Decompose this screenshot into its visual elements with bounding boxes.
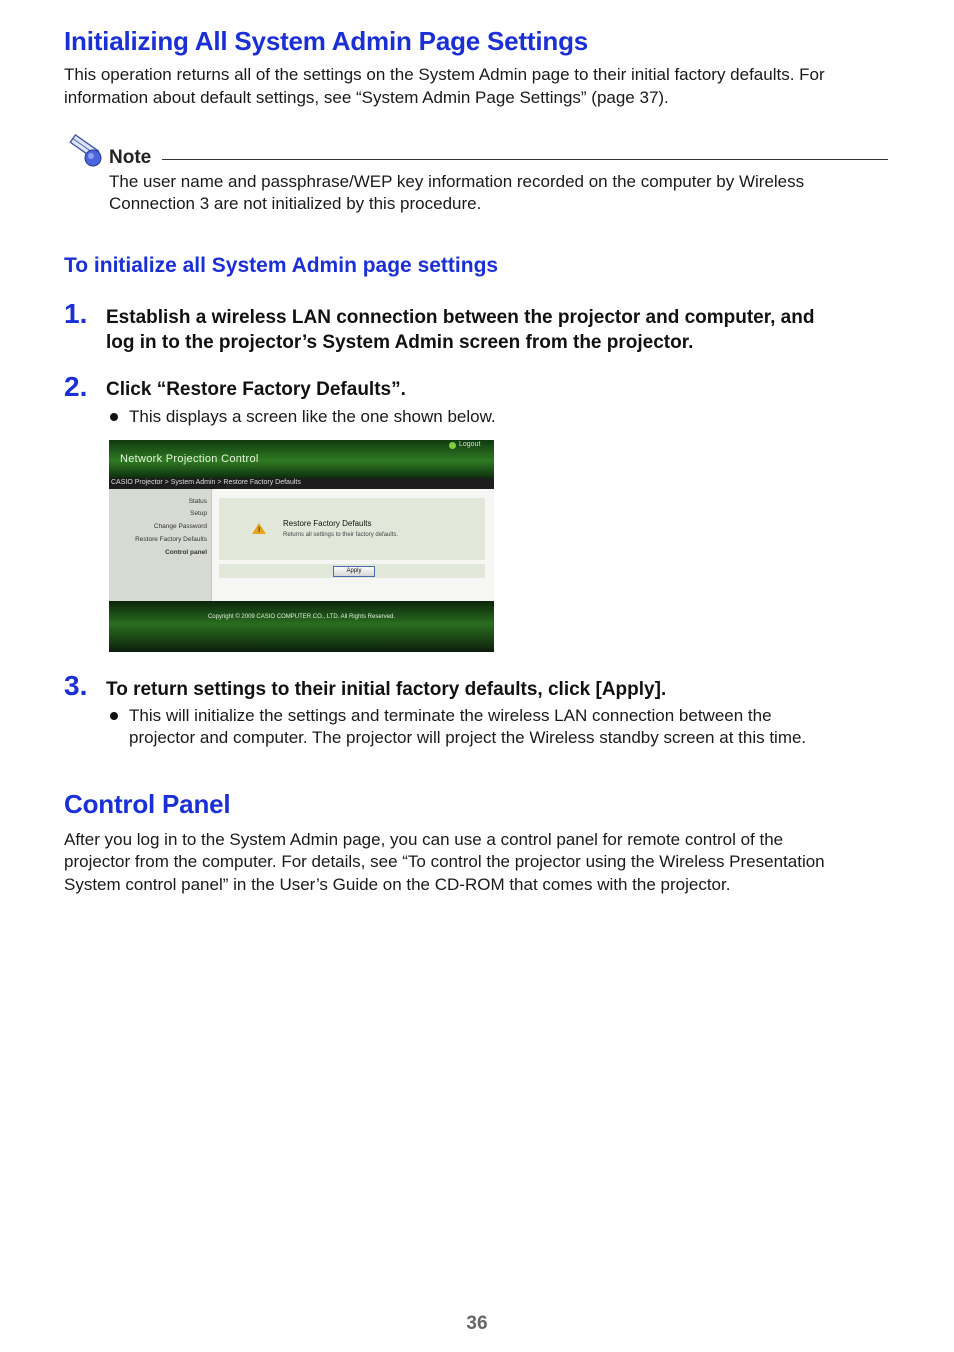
screenshot-breadcrumb-bar	[109, 478, 494, 489]
step-2-number: 2.	[64, 371, 88, 402]
step-1-number: 1.	[64, 298, 88, 329]
step-3-bullet-line-2: projector and computer. The projector will project the Wireless standby screen at this time.	[129, 728, 807, 747]
screenshot-panel-title: Restore Factory Defaults	[283, 519, 372, 528]
step-2-bullet	[110, 406, 496, 428]
control-panel-text-line-1: After you log in to the System Admin page, you can use a control panel for remote control of the	[64, 830, 784, 849]
screenshot-logout: Logout	[459, 441, 481, 448]
control-panel-text-line-3: System control panel” in the User’s Guide on the CD-ROM that comes with the projector.	[64, 875, 731, 894]
page-number: 36	[466, 1313, 488, 1334]
screenshot-sidebar-item-status: Status	[188, 498, 207, 505]
restore-defaults-screenshot	[109, 440, 494, 652]
step-3-bullet	[110, 705, 806, 749]
logout-icon	[449, 442, 456, 449]
screenshot-sidebar-item-setup: Setup	[190, 510, 207, 517]
note-text-line-1: The user name and passphrase/WEP key information recorded on the computer by Wireless	[109, 172, 805, 191]
note-text-line-2: Connection 3 are not initialized by this procedure.	[109, 194, 482, 213]
step-2-bullet-text: This displays a screen like the one shown below.	[129, 407, 496, 426]
screenshot-copyright: Copyright © 2009 CASIO COMPUTER CO., LTD. All Rights Reserved.	[207, 614, 396, 620]
section-intro-line-2: information about default settings, see “System Admin Page Settings” (page 37).	[64, 88, 669, 107]
screenshot-app-title: Network Projection Control	[120, 453, 259, 465]
step-1-text-line-2: log in to the projector’s System Admin screen from the projector.	[106, 332, 694, 353]
screenshot-panel-desc: Returns all settings to their factory defaults.	[283, 532, 399, 538]
screenshot-sidebar-item-restore: Restore Factory Defaults	[135, 536, 207, 543]
note-divider	[162, 159, 888, 160]
screenshot-apply-button: Apply	[333, 566, 375, 577]
step-3-number: 3.	[64, 670, 88, 701]
section-title-control-panel: Control Panel	[64, 789, 231, 819]
bullet-dot	[110, 712, 118, 720]
section-title-initializing: Initializing All System Admin Page Settings	[64, 26, 589, 56]
screenshot-sidebar	[109, 489, 212, 601]
screenshot-sidebar-item-change-password: Change Password	[153, 523, 207, 530]
note-label: Note	[109, 147, 152, 168]
step-2-text: Click “Restore Factory Defaults”.	[106, 379, 406, 400]
screenshot-sidebar-item-control-panel: Control panel	[165, 549, 207, 556]
control-panel-text-line-2: projector from the computer. For details, see “To control the projector using the Wireless Presentation	[64, 852, 825, 871]
procedure-title: To initialize all System Admin page settings	[64, 254, 499, 277]
note-pencil-icon	[66, 131, 106, 169]
section-intro-line-1: This operation returns all of the settings on the System Admin page to their initial factory defaults. For	[64, 65, 825, 84]
screenshot-footer	[109, 601, 494, 652]
screenshot-breadcrumb: CASIO Projector > System Admin > Restore Factory Defaults	[111, 479, 301, 486]
step-3-bullet-line-1: This will initialize the settings and terminate the wireless LAN connection between the	[129, 706, 772, 725]
bullet-dot	[110, 413, 118, 421]
step-1-text-line-1: Establish a wireless LAN connection between the projector and computer, and	[106, 307, 815, 328]
warning-icon-mark: !	[258, 527, 261, 534]
step-3-text: To return settings to their initial factory defaults, click [Apply].	[106, 679, 667, 700]
